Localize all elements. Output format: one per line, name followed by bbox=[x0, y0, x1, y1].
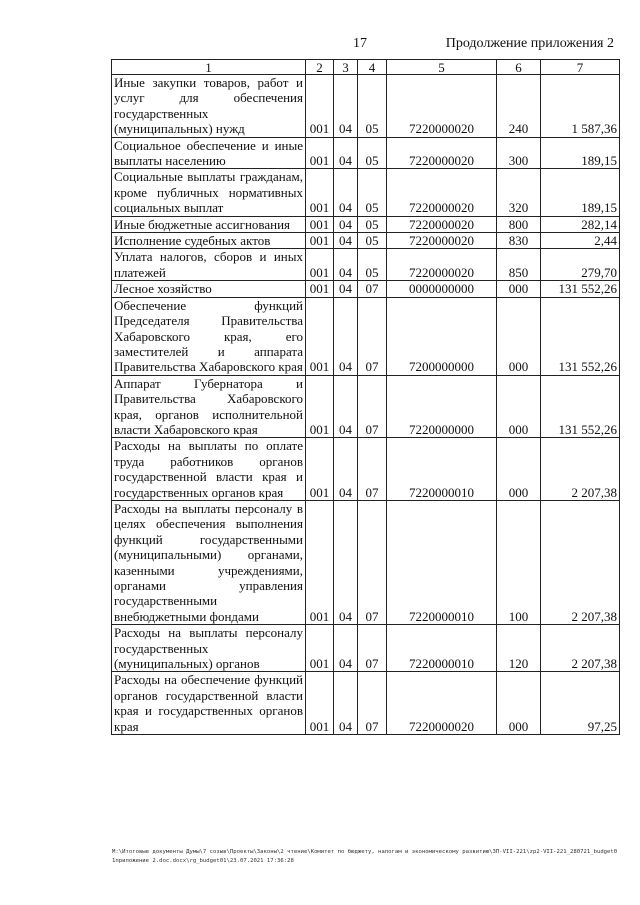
column-header: 5 bbox=[387, 60, 497, 75]
row-section: 04 bbox=[334, 233, 358, 249]
column-header: 1 bbox=[112, 60, 306, 75]
row-target-article: 7220000020 bbox=[387, 137, 497, 169]
row-grbs: 001 bbox=[306, 438, 334, 501]
row-target-article: 7220000000 bbox=[387, 375, 497, 438]
row-amount: 1 587,36 bbox=[541, 75, 620, 138]
row-amount: 131 552,26 bbox=[541, 281, 620, 297]
column-header: 4 bbox=[358, 60, 387, 75]
row-subsection: 05 bbox=[358, 169, 387, 216]
row-expense-type: 120 bbox=[497, 625, 541, 672]
budget-table bbox=[111, 59, 620, 735]
row-name: Расходы на выплаты персоналу государственных (муниципальных) органов bbox=[112, 625, 306, 672]
row-expense-type: 100 bbox=[497, 500, 541, 624]
row-amount: 189,15 bbox=[541, 137, 620, 169]
row-expense-type: 830 bbox=[497, 233, 541, 249]
row-section: 04 bbox=[334, 297, 358, 375]
row-amount: 2,44 bbox=[541, 233, 620, 249]
row-target-article: 7220000020 bbox=[387, 233, 497, 249]
row-grbs: 001 bbox=[306, 75, 334, 138]
row-amount: 131 552,26 bbox=[541, 375, 620, 438]
row-section: 04 bbox=[334, 625, 358, 672]
row-expense-type: 000 bbox=[497, 281, 541, 297]
row-grbs: 001 bbox=[306, 625, 334, 672]
row-expense-type: 000 bbox=[497, 438, 541, 501]
row-section: 04 bbox=[334, 438, 358, 501]
row-subsection: 07 bbox=[358, 500, 387, 624]
row-name: Расходы на обеспечение функций органов государственной власти края и государственных органов края bbox=[112, 672, 306, 735]
table-row bbox=[112, 233, 620, 249]
row-subsection: 05 bbox=[358, 216, 387, 232]
row-name: Иные бюджетные ассигнования bbox=[112, 216, 306, 232]
table-row bbox=[112, 75, 620, 138]
row-grbs: 001 bbox=[306, 233, 334, 249]
row-amount: 279,70 bbox=[541, 249, 620, 281]
table-header-row bbox=[112, 60, 620, 75]
row-name: Аппарат Губернатора и Правительства Хабаровского края, органов исполнительной власти Хабаровского края bbox=[112, 375, 306, 438]
row-section: 04 bbox=[334, 249, 358, 281]
row-expense-type: 320 bbox=[497, 169, 541, 216]
row-target-article: 7220000010 bbox=[387, 500, 497, 624]
row-target-article: 7200000000 bbox=[387, 297, 497, 375]
table-row bbox=[112, 438, 620, 501]
row-amount: 97,25 bbox=[541, 672, 620, 735]
table-row bbox=[112, 137, 620, 169]
row-subsection: 05 bbox=[358, 249, 387, 281]
row-target-article: 7220000020 bbox=[387, 216, 497, 232]
row-expense-type: 000 bbox=[497, 375, 541, 438]
table-row bbox=[112, 672, 620, 735]
row-subsection: 07 bbox=[358, 438, 387, 501]
table-row bbox=[112, 216, 620, 232]
row-subsection: 05 bbox=[358, 233, 387, 249]
row-grbs: 001 bbox=[306, 169, 334, 216]
row-subsection: 05 bbox=[358, 137, 387, 169]
row-subsection: 07 bbox=[358, 375, 387, 438]
row-expense-type: 800 bbox=[497, 216, 541, 232]
row-grbs: 001 bbox=[306, 500, 334, 624]
row-grbs: 001 bbox=[306, 375, 334, 438]
row-name: Уплата налогов, сборов и иных платежей bbox=[112, 249, 306, 281]
column-header: 3 bbox=[334, 60, 358, 75]
page-number: 17 bbox=[353, 36, 367, 51]
row-name: Расходы на выплаты по оплате труда работников органов государственной власти края и государственных органов края bbox=[112, 438, 306, 501]
table-row bbox=[112, 625, 620, 672]
row-name: Обеспечение функций Председателя Правительства Хабаровского края, его заместителей и аппарата Правительства Хабаровского края bbox=[112, 297, 306, 375]
row-target-article: 7220000010 bbox=[387, 625, 497, 672]
row-name: Иные закупки товаров, работ и услуг для обеспечения государственных (муниципальных) нужд bbox=[112, 75, 306, 138]
row-section: 04 bbox=[334, 672, 358, 735]
row-expense-type: 850 bbox=[497, 249, 541, 281]
row-grbs: 001 bbox=[306, 297, 334, 375]
column-header: 7 bbox=[541, 60, 620, 75]
row-amount: 131 552,26 bbox=[541, 297, 620, 375]
row-section: 04 bbox=[334, 169, 358, 216]
row-grbs: 001 bbox=[306, 672, 334, 735]
row-name: Расходы на выплаты персоналу в целях обеспечения выполнения функций государственными (муниципальными) органами, казенными учреждениями, органами управления государственными внебюджетными фондами bbox=[112, 500, 306, 624]
table-row bbox=[112, 500, 620, 624]
document-path-footer: M:\Итоговые документы Думы\7 созыв\Проекты\Законы\2 чтение\Комитет по бюджету, налогам и экономическому развитию\ЗП-VII-221\zp2-VII-221_280721_budget01приложение 2.doc.docx\rg_budget01\23.07.2021 17:36:28 bbox=[112, 849, 618, 864]
row-subsection: 07 bbox=[358, 672, 387, 735]
row-section: 04 bbox=[334, 500, 358, 624]
row-target-article: 7220000010 bbox=[387, 438, 497, 501]
row-amount: 2 207,38 bbox=[541, 500, 620, 624]
row-target-article: 7220000020 bbox=[387, 75, 497, 138]
table-row bbox=[112, 297, 620, 375]
row-section: 04 bbox=[334, 375, 358, 438]
row-grbs: 001 bbox=[306, 249, 334, 281]
column-header: 2 bbox=[306, 60, 334, 75]
row-amount: 189,15 bbox=[541, 169, 620, 216]
row-grbs: 001 bbox=[306, 281, 334, 297]
row-section: 04 bbox=[334, 137, 358, 169]
row-amount: 2 207,38 bbox=[541, 438, 620, 501]
row-target-article: 0000000000 bbox=[387, 281, 497, 297]
row-target-article: 7220000020 bbox=[387, 169, 497, 216]
row-name: Исполнение судебных актов bbox=[112, 233, 306, 249]
row-name: Социальные выплаты гражданам, кроме публичных нормативных социальных выплат bbox=[112, 169, 306, 216]
row-name: Социальное обеспечение и иные выплаты населению bbox=[112, 137, 306, 169]
column-header: 6 bbox=[497, 60, 541, 75]
table-row bbox=[112, 375, 620, 438]
table-row bbox=[112, 169, 620, 216]
row-name: Лесное хозяйство bbox=[112, 281, 306, 297]
row-amount: 2 207,38 bbox=[541, 625, 620, 672]
row-expense-type: 240 bbox=[497, 75, 541, 138]
row-target-article: 7220000020 bbox=[387, 249, 497, 281]
row-grbs: 001 bbox=[306, 137, 334, 169]
row-subsection: 05 bbox=[358, 75, 387, 138]
row-subsection: 07 bbox=[358, 281, 387, 297]
row-grbs: 001 bbox=[306, 216, 334, 232]
continuation-label: Продолжение приложения 2 bbox=[445, 36, 614, 51]
row-section: 04 bbox=[334, 281, 358, 297]
row-amount: 282,14 bbox=[541, 216, 620, 232]
row-subsection: 07 bbox=[358, 625, 387, 672]
row-expense-type: 000 bbox=[497, 297, 541, 375]
table-row bbox=[112, 249, 620, 281]
row-section: 04 bbox=[334, 75, 358, 138]
table-row bbox=[112, 281, 620, 297]
row-section: 04 bbox=[334, 216, 358, 232]
row-target-article: 7220000020 bbox=[387, 672, 497, 735]
row-subsection: 07 bbox=[358, 297, 387, 375]
row-expense-type: 000 bbox=[497, 672, 541, 735]
row-expense-type: 300 bbox=[497, 137, 541, 169]
